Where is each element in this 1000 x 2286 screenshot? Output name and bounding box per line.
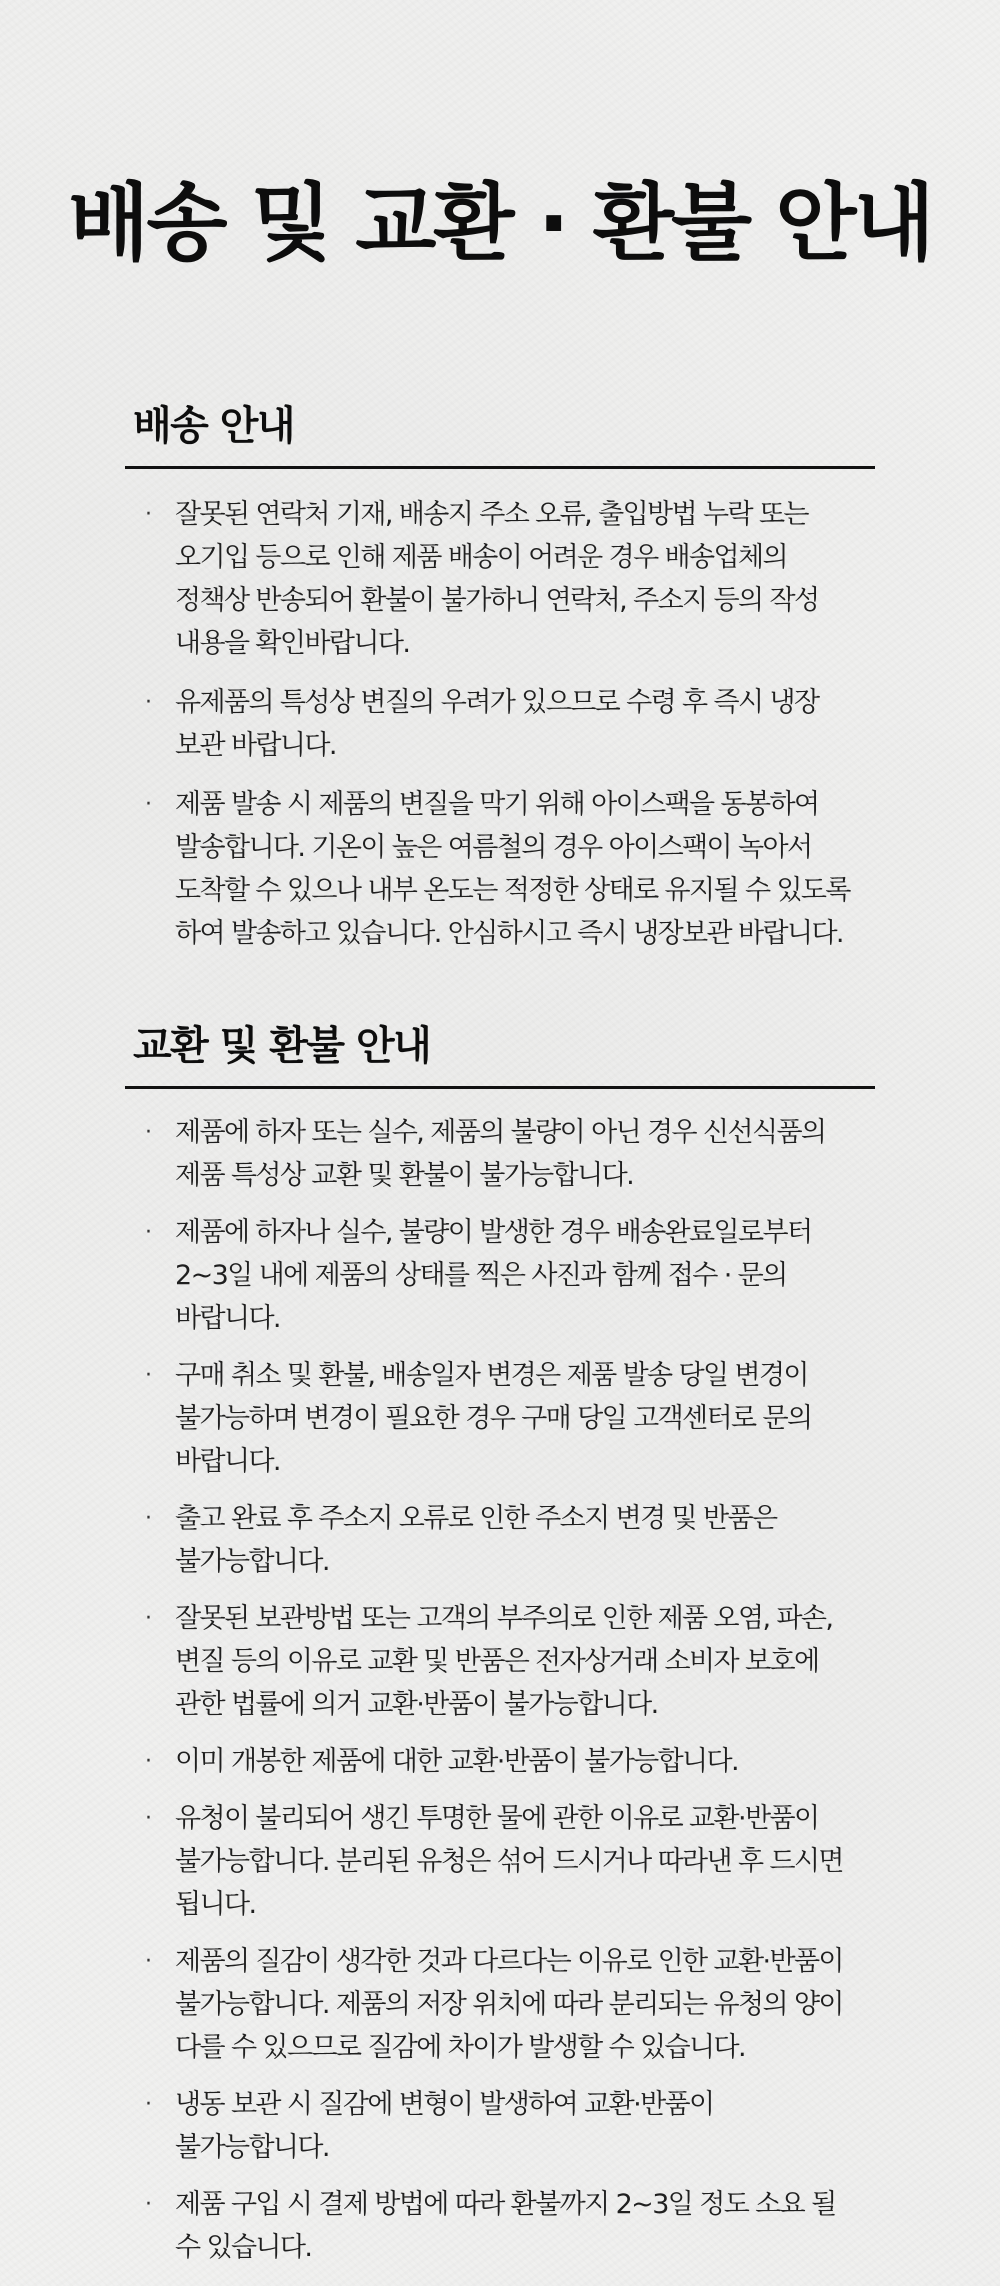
list-item	[125, 783, 875, 955]
list-item	[125, 1111, 875, 1197]
list-item	[125, 1354, 875, 1483]
list-item-text: 유제품의 특성상 변질의 우려가 있으므로 수령 후 즉시 냉장 보관 바랍니다.	[175, 687, 819, 761]
list-item-text: 냉동 보관 시 질감에 변형이 발생하여 교환·반품이 불가능합니다.	[175, 2089, 714, 2163]
bullet-dot-icon: ·	[145, 1806, 151, 1831]
shipping-section	[125, 396, 875, 971]
bullet-dot-icon: ·	[145, 1606, 151, 1631]
list-item	[125, 681, 875, 767]
bullet-dot-icon: ·	[145, 690, 151, 715]
list-item-text: 잘못된 연락처 기재, 배송지 주소 오류, 출입방법 누락 또는 오기입 등으로 인해 제품 배송이 어려운 경우 배송업체의 정책상 반송되어 환불이 불가하니 연락처, 주소지 등의 작성 내용을 확인바랍니다.	[175, 499, 819, 659]
list-item-text: 제품에 하자 또는 실수, 제품의 불량이 아닌 경우 신선식품의 제품 특성상 교환 및 환불이 불가능합니다.	[175, 1117, 826, 1191]
list-item	[125, 1797, 875, 1926]
list-item	[125, 1211, 875, 1340]
bullet-dot-icon: ·	[145, 2092, 151, 2117]
shipping-section-heading: 배송 안내	[133, 403, 294, 449]
list-item-text: 출고 완료 후 주소지 오류로 인한 주소지 변경 및 반품은 불가능합니다.	[175, 1503, 777, 1577]
list-item-text: 제품의 질감이 생각한 것과 다르다는 이유로 인한 교환·반품이 불가능합니다. 제품의 저장 위치에 따라 분리되는 유청의 양이 다를 수 있으므로 질감에 차이가 발생할 수 있습니다.	[175, 1946, 843, 2063]
bullet-dot-icon: ·	[145, 2192, 151, 2217]
bullet-dot-icon: ·	[145, 1220, 151, 1245]
shipping-section-divider	[125, 466, 875, 469]
bullet-dot-icon: ·	[145, 1363, 151, 1388]
shipping-item-list	[125, 493, 875, 955]
bullet-dot-icon: ·	[145, 792, 151, 817]
list-item	[125, 1497, 875, 1583]
list-item-text: 제품 발송 시 제품의 변질을 막기 위해 아이스팩을 동봉하여 발송합니다. 기온이 높은 여름철의 경우 아이스팩이 녹아서 도착할 수 있으나 내부 온도는 적정한 상태로 유지될 수 있도록 하여 발송하고 있습니다. 안심하시고 즉시 냉장보관 바랍니다.	[175, 789, 850, 949]
exchange-refund-section	[125, 1016, 875, 2283]
list-item	[125, 1940, 875, 2069]
exchange-refund-section-heading: 교환 및 환불 안내	[133, 1023, 431, 1069]
list-item	[125, 493, 875, 665]
list-item-text: 구매 취소 및 환불, 배송일자 변경은 제품 발송 당일 변경이 불가능하며 변경이 필요한 경우 구매 당일 고객센터로 문의 바랍니다.	[175, 1360, 812, 1477]
list-item	[125, 1740, 875, 1783]
exchange-refund-section-divider	[125, 1086, 875, 1089]
list-item-text: 잘못된 보관방법 또는 고객의 부주의로 인한 제품 오염, 파손, 변질 등의 이유로 교환 및 반품은 전자상거래 소비자 보호에 관한 법률에 의거 교환·반품이 불가능합니다.	[175, 1603, 833, 1720]
page-title: 배송 및 교환 · 환불 안내	[68, 174, 932, 272]
list-item-text: 제품 구입 시 결제 방법에 따라 환불까지 2~3일 정도 소요 될 수 있습니다.	[175, 2189, 836, 2263]
bullet-dot-icon: ·	[145, 502, 151, 527]
list-item	[125, 2183, 875, 2269]
list-item-text: 제품에 하자나 실수, 불량이 발생한 경우 배송완료일로부터 2~3일 내에 제품의 상태를 찍은 사진과 함께 접수 · 문의 바랍니다.	[175, 1217, 812, 1334]
list-item	[125, 1597, 875, 1726]
list-item-text: 유청이 불리되어 생긴 투명한 물에 관한 이유로 교환·반품이 불가능합니다. 분리된 유청은 섞어 드시거나 따라낸 후 드시면 됩니다.	[175, 1803, 843, 1920]
list-item	[125, 2083, 875, 2169]
exchange-refund-item-list	[125, 1111, 875, 2269]
bullet-dot-icon: ·	[145, 1949, 151, 1974]
bullet-dot-icon: ·	[145, 1506, 151, 1531]
bullet-dot-icon: ·	[145, 1749, 151, 1774]
list-item-text: 이미 개봉한 제품에 대한 교환·반품이 불가능합니다.	[175, 1746, 738, 1777]
bullet-dot-icon: ·	[145, 1120, 151, 1145]
